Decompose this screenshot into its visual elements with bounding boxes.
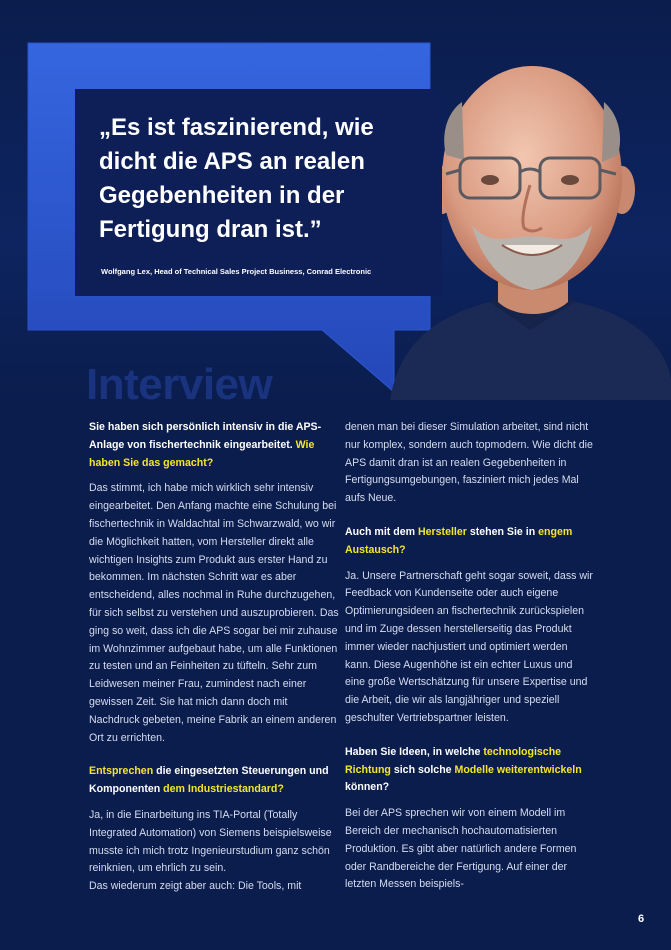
left-column bbox=[89, 419, 339, 896]
quote-text: „Es ist faszinierend, wie dicht die APS an realen Gegebenheiten in der Fertigung dran ist.” bbox=[99, 114, 374, 243]
quote-box bbox=[75, 89, 442, 296]
page-number: 6 bbox=[638, 913, 645, 925]
answer-3: Ja. Unsere Partnerschaft geht sogar soweit, dass wir Feedback von Kundenseite oder auch eigene Optimierungsideen an fischertechnik zurückspielen und im Zuge dessen herstellerseitig das Produkt immer wieder nachjustiert und optimiert werden kann. Diese Augenhöhe ist ein echter Luxus und eine große Wertschätzung für unsere Expertise und die Arbeit, die wir als langjähriger und speziell geschulter Vertriebspartner leisten. bbox=[345, 569, 593, 724]
right-column bbox=[345, 419, 595, 894]
question-3-part-a: Auch mit dem bbox=[345, 525, 418, 538]
question-4 bbox=[345, 744, 595, 797]
answer-2-continued: denen man bei dieser Simulation arbeitet, sind nicht nur komplex, sondern auch topmodern. Wie dicht die APS damit dran ist an realen Gegebenheiten in Fertigungsumgebungen, fasziniert mich jedes Mal aufs Neue. bbox=[345, 421, 593, 505]
answer-1: Das stimmt, ich habe mich wirklich sehr intensiv eingearbeitet. Den Anfang machte eine Schulung bei fischertechnik in Waldachtal im Schwarzwald, wo wir die Möglichkeit hatten, vom Hersteller direkt alle wichtigen Insights zum Produkt aus erster Hand zu bekommen. Im nächsten Schritt war es aber entscheidend, alles nochmal in Ruhe durchzugehen, für sich selbst zu verstehen und auszuprobieren. Das ging so weit, dass ich die APS sogar bei mir zuhause im Wohnzimmer aufgebaut habe, um alle Funktionen zu testen und an Feinheiten zu tüfteln. Sehr zum Leidwesen meiner Frau, zumindest nach einer gewissen Zeit. Sie hat mich dann doch mit Nachdruck gebeten, meine Fabrik an einem anderen Ort zu errichten. bbox=[89, 482, 339, 744]
question-2 bbox=[89, 763, 339, 799]
section-heading: Interview bbox=[86, 360, 273, 409]
question-4-part-b: technologische Richtung bbox=[345, 745, 562, 776]
question-2-part-b: die eingesetzten Steuerungen und Komponenten bbox=[89, 765, 329, 796]
answer-4: Bei der APS sprechen wir von einem Modell im Bereich der mechanisch hochautomatisierten Produktion. Es gibt aber natürlich andere Formen oder Randbereiche der Fertigung. Auf einer der letzten Messen beispiels- bbox=[345, 807, 577, 891]
question-4-part-d: Modelle weiterentwickeln bbox=[454, 763, 582, 776]
question-2-part-a: Entsprechen bbox=[89, 765, 154, 778]
question-4-part-e: können? bbox=[345, 781, 390, 794]
question-1-part-b: Wie haben Sie das gemacht? bbox=[89, 438, 315, 469]
answer-2-part-1: Ja, in die Einarbeitung ins TIA-Portal (Totally Integrated Automation) von Siemens beispielsweise musste ich mich trotz Ingenieurstudium ganz schön reinknien, um ehrlich zu sein. bbox=[89, 808, 332, 875]
question-4-part-c: sich solche bbox=[390, 763, 455, 776]
question-4-part-a: Haben Sie Ideen, in welche bbox=[345, 745, 484, 758]
question-1-part-a: Sie haben sich persönlich intensiv in die APS-Anlage von fischertechnik eingearbeitet. bbox=[89, 421, 322, 451]
question-3-part-d: engem Austausch? bbox=[345, 525, 573, 556]
answer-2-part-2: Das wiederum zeigt aber auch: Die Tools, mit bbox=[89, 880, 302, 893]
quote-source: Wolfgang Lex, Head of Technical Sales Project Business, Conrad Electronic bbox=[101, 267, 372, 276]
question-1 bbox=[89, 419, 339, 472]
question-3-part-b: Hersteller bbox=[418, 525, 467, 538]
question-3 bbox=[345, 524, 595, 560]
question-3-part-c: stehen Sie in bbox=[466, 525, 539, 538]
question-2-part-c: dem Industriestandard? bbox=[163, 783, 284, 796]
